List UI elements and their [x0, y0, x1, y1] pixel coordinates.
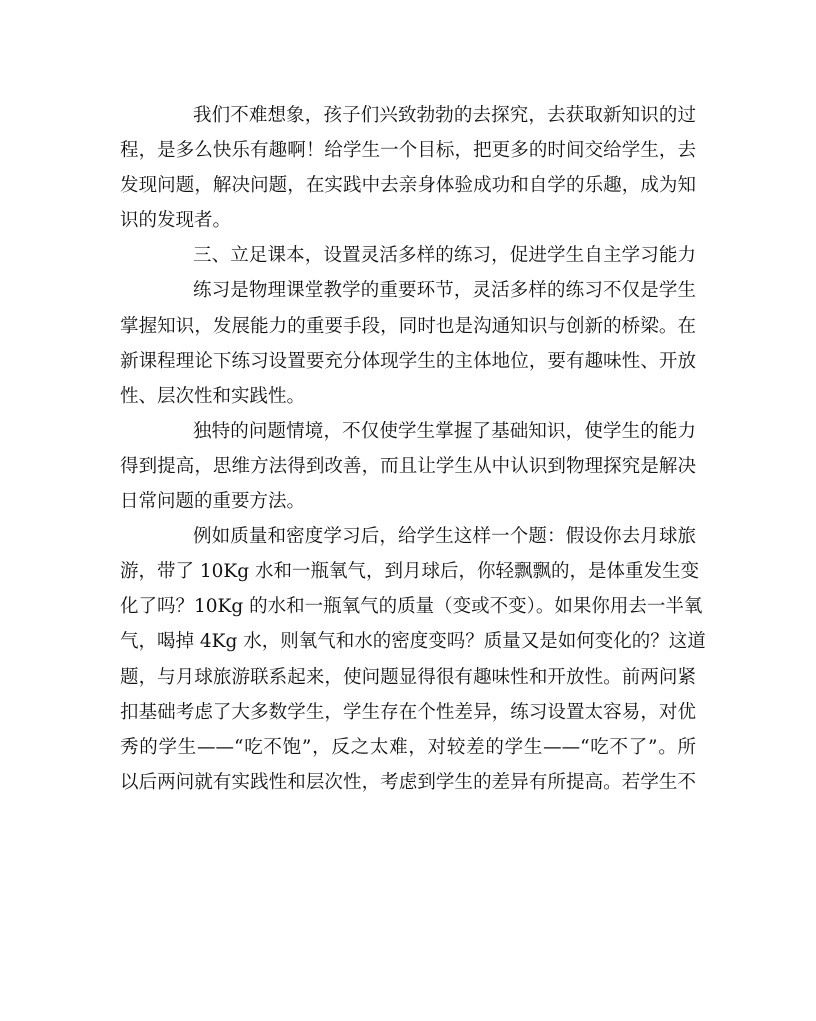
- paragraph-5-line-4: 气，喝掉 4Kg 水，则氧气和水的密度变吗？质量又是如何变化的？这道: [120, 631, 706, 653]
- paragraph-5-line-3: 化了吗？10Kg 的水和一瓶氧气的质量（变或不变）。如果你用去一半氧: [120, 596, 703, 618]
- paragraph-1-line-2: 程，是多么快乐有趣啊！给学生一个目标，把更多的时间交给学生，去: [120, 140, 696, 162]
- paragraph-5-line-5: 题，与月球旅游联系起来，使问题显得很有趣味性和开放性。前两问紧: [120, 666, 696, 688]
- paragraph-5-line-1: 例如质量和密度学习后，给学生这样一个题：假设你去月球旅: [193, 526, 696, 548]
- paragraph-3-line-2: 掌握知识，发展能力的重要手段，同时也是沟通知识与创新的桥梁。在: [120, 315, 696, 337]
- paragraph-4-line-2: 得到提高，思维方法得到改善，而且让学生从中认识到物理探究是解决: [120, 455, 696, 477]
- paragraph-5-line-6: 扣基础考虑了大多数学生，学生存在个性差异，练习设置太容易，对优: [120, 701, 696, 723]
- paragraph-4-line-1: 独特的问题情境，不仅使学生掌握了基础知识，使学生的能力: [193, 420, 696, 442]
- paragraph-3-line-1: 练习是物理课堂教学的重要环节，灵活多样的练习不仅是学生: [193, 280, 696, 302]
- paragraph-1-line-1: 我们不难想象，孩子们兴致勃勃的去探究，去获取新知识的过: [193, 105, 696, 126]
- paragraph-1-line-3: 发现问题，解决问题，在实践中去亲身体验成功和自学的乐趣，成为知: [120, 175, 696, 197]
- paragraph-5-line-7: 秀的学生——“吃不饱”，反之太难，对较差的学生——“吃不了”。所: [120, 736, 696, 758]
- paragraph-5-line-8: 以后两问就有实践性和层次性，考虑到学生的差异有所提高。若学生不: [120, 771, 696, 793]
- section-heading: 三、立足课本，设置灵活多样的练习，促进学生自主学习能力: [193, 245, 696, 267]
- paragraph-3-line-3: 新课程理论下练习设置要充分体现学生的主体地位，要有趣味性、开放: [120, 350, 696, 372]
- document-body: [120, 98, 706, 800]
- paragraph-1-line-4: 识的发现者。: [120, 210, 232, 232]
- paragraph-4-line-3: 日常问题的重要方法。: [120, 491, 306, 513]
- paragraph-5-line-2: 游，带了 10Kg 水和一瓶氧气，到月球后，你轻飘飘的，是体重发生变: [120, 561, 699, 583]
- paragraph-3-line-4: 性、层次性和实践性。: [120, 385, 306, 407]
